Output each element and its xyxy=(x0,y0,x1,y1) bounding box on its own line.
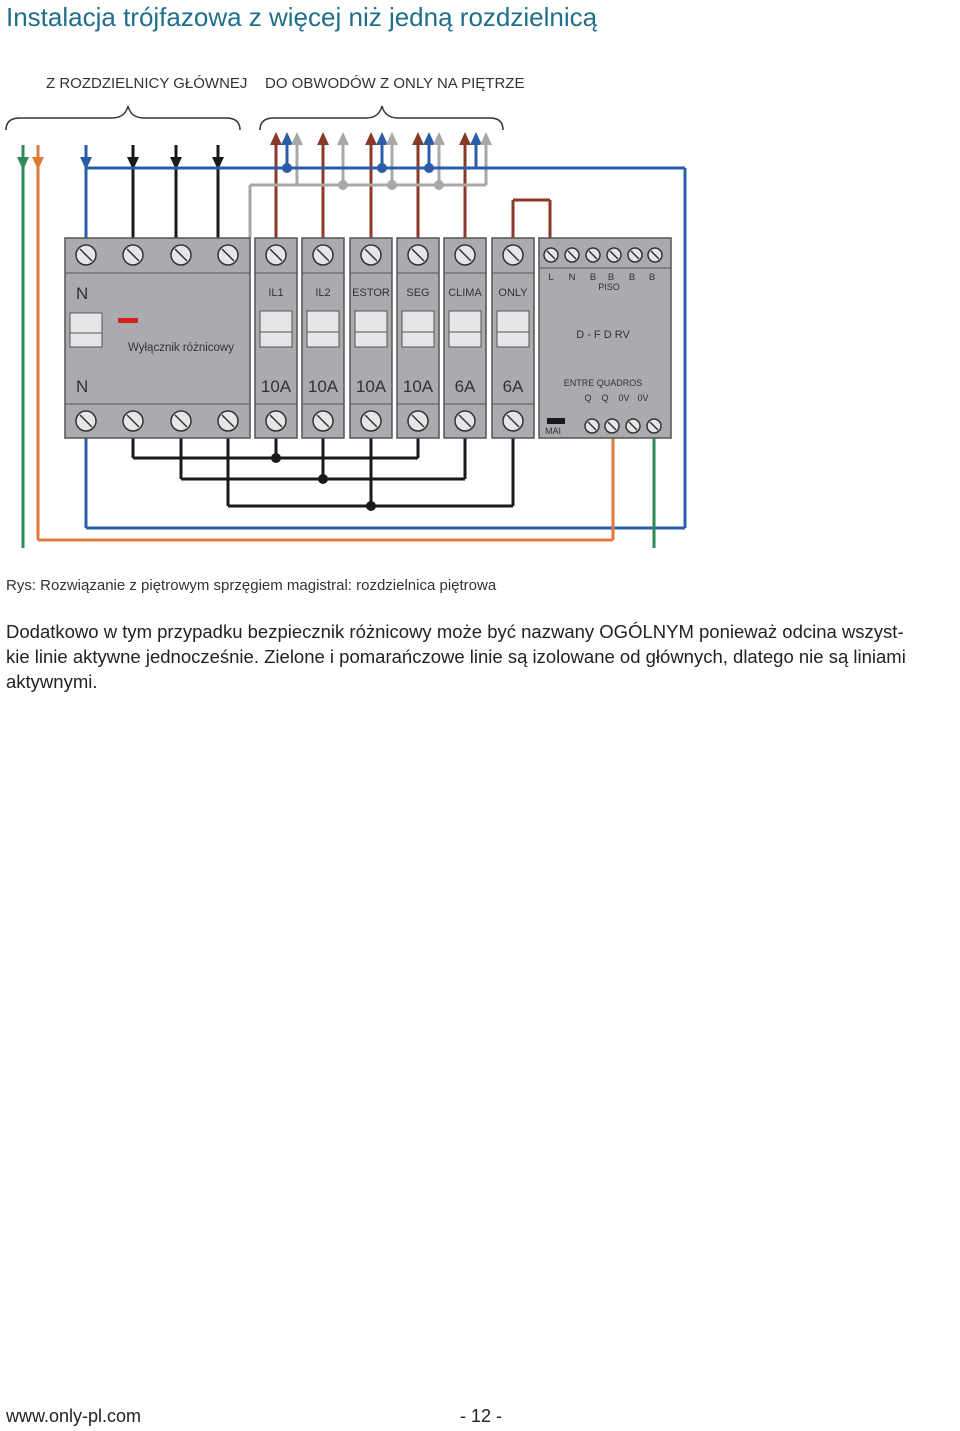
terminal-q: Q xyxy=(584,393,592,403)
wiring-diagram xyxy=(0,60,960,560)
paragraph-line: Dodatkowo w tym przypadku bezpiecznik różnicowy może być nazwany OGÓLNYM ponieważ odcina wszyst- xyxy=(6,621,904,642)
breaker-rating: 10A xyxy=(355,377,387,396)
breaker-clima xyxy=(444,238,486,438)
breaker-label: SEG xyxy=(406,287,430,299)
entre-quadros-label: ENTRE QUADROS xyxy=(563,378,643,388)
breaker-il2 xyxy=(302,238,344,438)
terminal-0v: 0V xyxy=(618,393,630,403)
terminal-l: L xyxy=(548,272,554,283)
rcd-top-label: N xyxy=(76,284,89,303)
page-title: Instalacja trójfazowa z więcej niż jedną rozdzielnicą xyxy=(6,2,598,32)
paragraph-line: kie linie aktywne jednocześnie. Zielone i pomarańczowe linie są izolowane od głównych, dlatego nie są liniami xyxy=(6,646,906,667)
rcd-bottom-label: N xyxy=(76,377,89,396)
breaker-rating: 10A xyxy=(307,377,339,396)
terminal-b: B xyxy=(628,272,636,283)
breaker-rating: 6A xyxy=(454,377,476,396)
breaker-rating: 10A xyxy=(260,377,292,396)
breaker-label: IL1 xyxy=(268,287,284,299)
rcd-block xyxy=(65,238,250,438)
terminal-b: B xyxy=(589,272,597,283)
destination-group-label: DO OBWODÓW Z ONLY NA PIĘTRZE xyxy=(265,75,525,92)
module-name: D - F D RV xyxy=(576,329,630,341)
breaker-only xyxy=(492,238,534,438)
breaker-il1 xyxy=(255,238,297,438)
breaker-rating: 6A xyxy=(502,377,524,396)
body-paragraph xyxy=(6,619,956,694)
terminal-0v: 0V xyxy=(637,393,649,403)
mai-label: MAI xyxy=(545,426,562,436)
source-group-label: Z ROZDZIELNICY GŁÓWNEJ xyxy=(46,75,248,92)
footer-website: www.only-pl.com xyxy=(6,1406,142,1426)
figure-caption: Rys: Rozwiązanie z piętrowym sprzęgiem magistral: rozdzielnica piętrowa xyxy=(6,577,497,594)
breaker-label: CLIMA xyxy=(448,287,482,299)
breaker-label: IL2 xyxy=(315,287,331,299)
terminal-n: N xyxy=(568,272,576,283)
breaker-estor xyxy=(350,238,392,438)
rcd-name: Wyłącznik różnicowy xyxy=(128,342,234,354)
terminal-b: B xyxy=(607,272,615,283)
rcd-lever xyxy=(70,313,102,347)
terminal-q: Q xyxy=(601,393,609,403)
terminal-b: B xyxy=(648,272,656,283)
source-brace xyxy=(6,106,240,130)
mai-indicator xyxy=(547,418,565,424)
breaker-label: ONLY xyxy=(498,287,528,299)
breaker-rating: 10A xyxy=(402,377,434,396)
breaker-seg xyxy=(397,238,439,438)
destination-brace xyxy=(260,106,503,130)
phase-bus xyxy=(133,438,513,511)
page-number: - 12 - xyxy=(460,1406,503,1426)
paragraph-line: aktywnymi. xyxy=(6,671,98,692)
rcd-test-button xyxy=(118,318,138,323)
dfdrv-module xyxy=(539,238,671,438)
breaker-label: ESTOR xyxy=(352,287,390,299)
piso-label: PISO xyxy=(598,282,620,292)
